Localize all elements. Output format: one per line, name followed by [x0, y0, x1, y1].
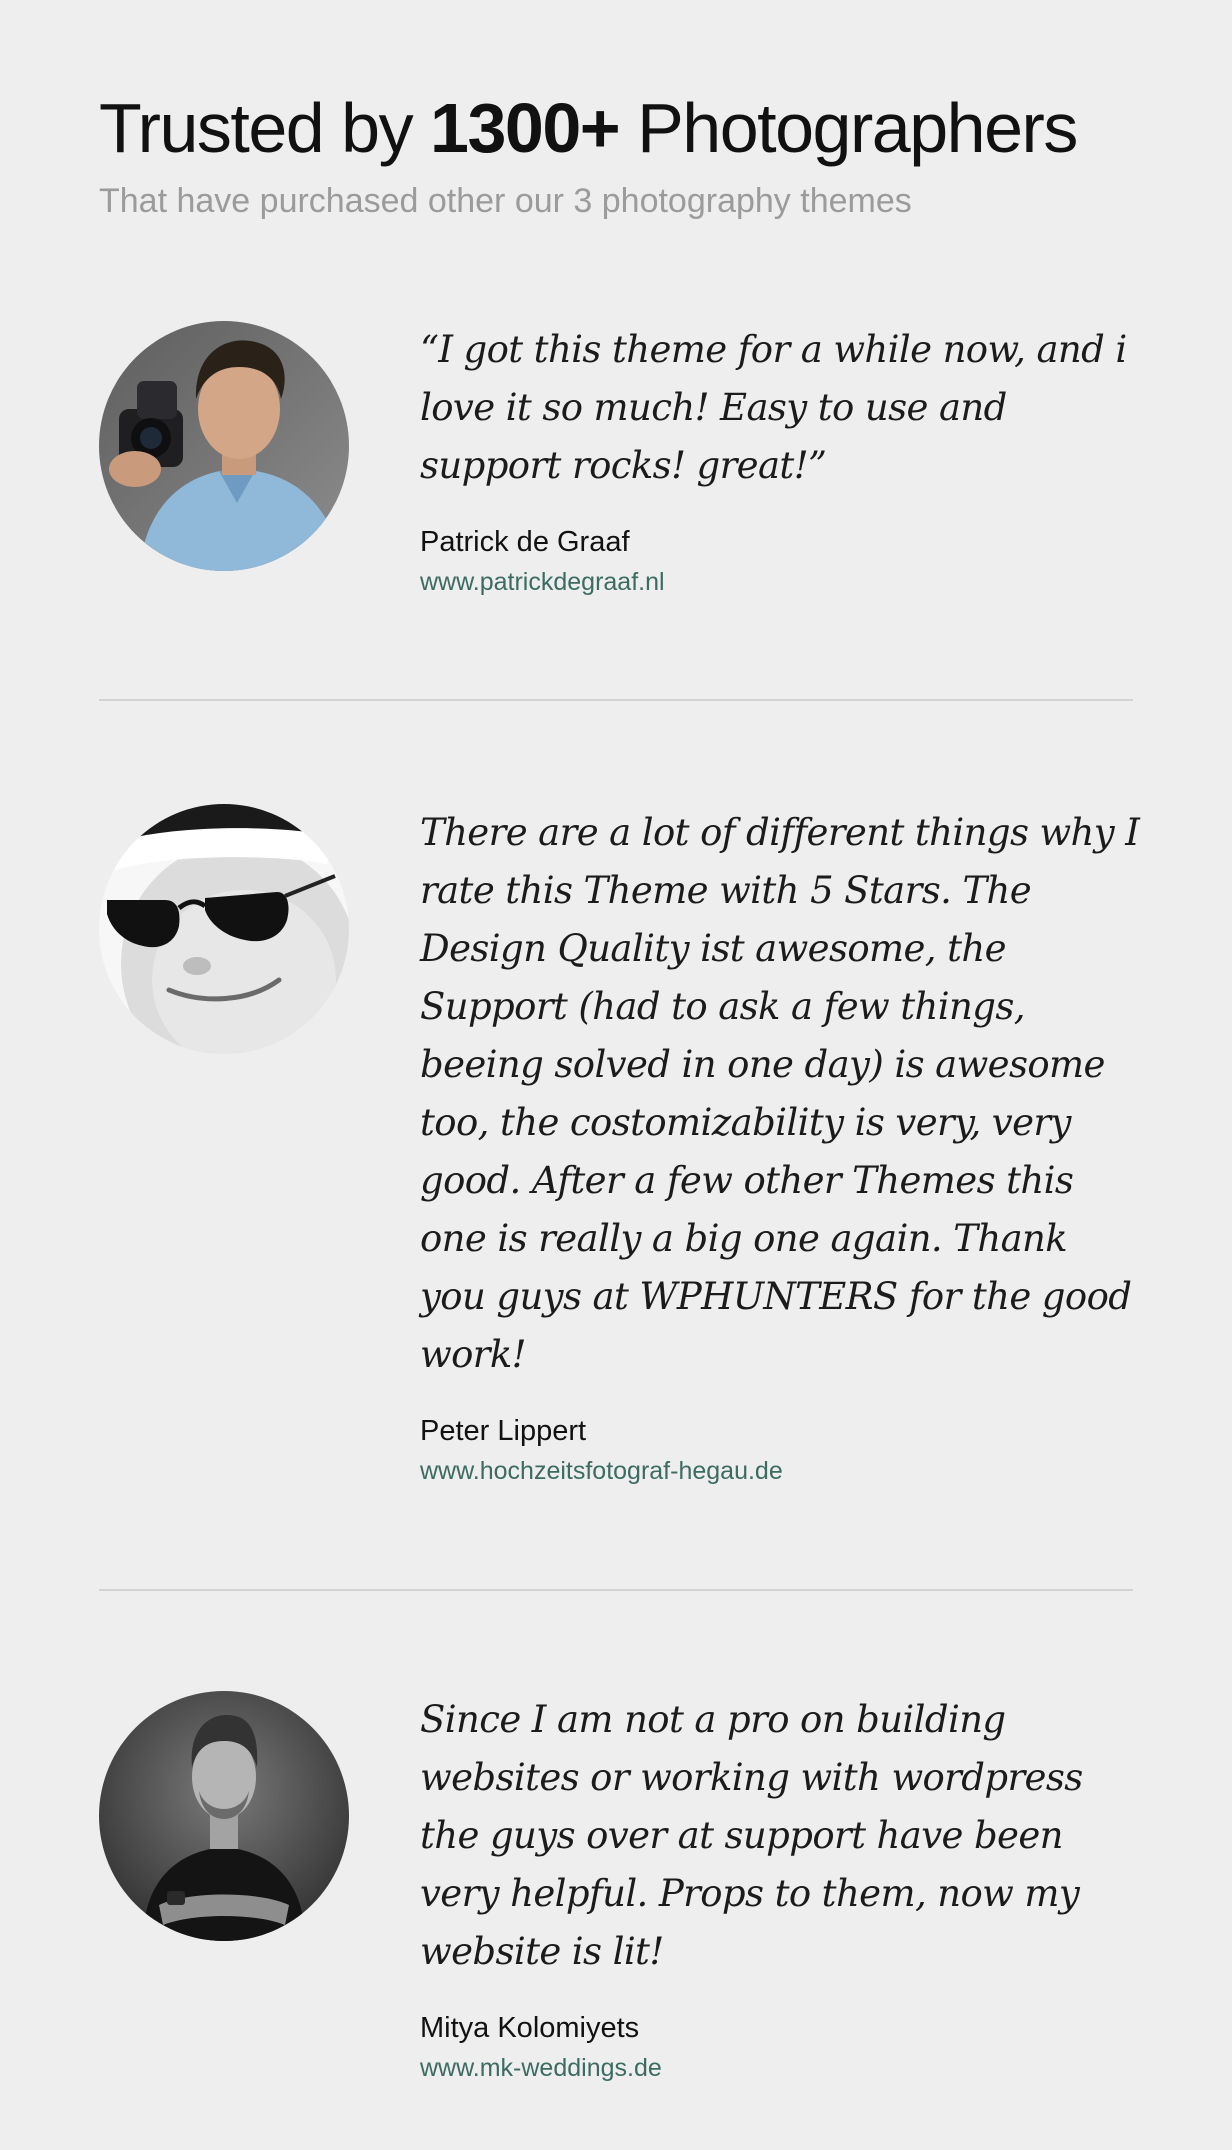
- page-subtitle: That have purchased other our 3 photography themes: [99, 182, 912, 220]
- divider: [99, 1589, 1133, 1591]
- avatar-image: [99, 1691, 349, 1941]
- author-website-link[interactable]: www.mk-weddings.de: [420, 2054, 662, 2082]
- avatar-image: [99, 804, 349, 1054]
- testimonial-quote: “I got this theme for a while now, and i love it so much! Easy to use and support rocks! great!”: [420, 328, 1127, 487]
- page-title: [99, 84, 1139, 172]
- section-header: [99, 84, 1139, 222]
- testimonial-author: Mitya Kolomiyets: [420, 2012, 640, 2044]
- avatar-image: [99, 321, 349, 571]
- testimonial-quote: Since I am not a pro on building websites or working with wordpress the guys over at support have been very helpful. Props to them, now my website is lit!: [420, 1698, 1083, 1973]
- author-website-link[interactable]: www.patrickdegraaf.nl: [420, 568, 665, 596]
- testimonial-author: Patrick de Graaf: [420, 526, 630, 558]
- testimonial-author: Peter Lippert: [420, 1415, 587, 1447]
- man-with-sunglasses-avatar: [99, 804, 349, 1054]
- divider: [99, 699, 1133, 701]
- author-website-link[interactable]: www.hochzeitsfotograf-hegau.de: [420, 1457, 783, 1485]
- title-prefix: Trusted by: [99, 89, 413, 167]
- man-arms-crossed-avatar: [99, 1691, 349, 1941]
- photographer-count: 1300+: [430, 89, 620, 167]
- photographer-with-camera-avatar: [99, 321, 349, 571]
- testimonial-content: [420, 1691, 1140, 2084]
- testimonial-content: [420, 804, 1140, 1487]
- testimonial-content: [420, 321, 1140, 598]
- testimonial-quote: There are a lot of different things why I rate this Theme with 5 Stars. The Design Quality ist awesome, the Support (had to ask a few things, beeing solved in one day) is awesome too, the costomizability is very, very good. After a few other Themes this one is really a big one again. Thank you guys at WPHUNTERS for the good work!: [420, 811, 1140, 1376]
- title-suffix: Photographers: [637, 89, 1077, 167]
